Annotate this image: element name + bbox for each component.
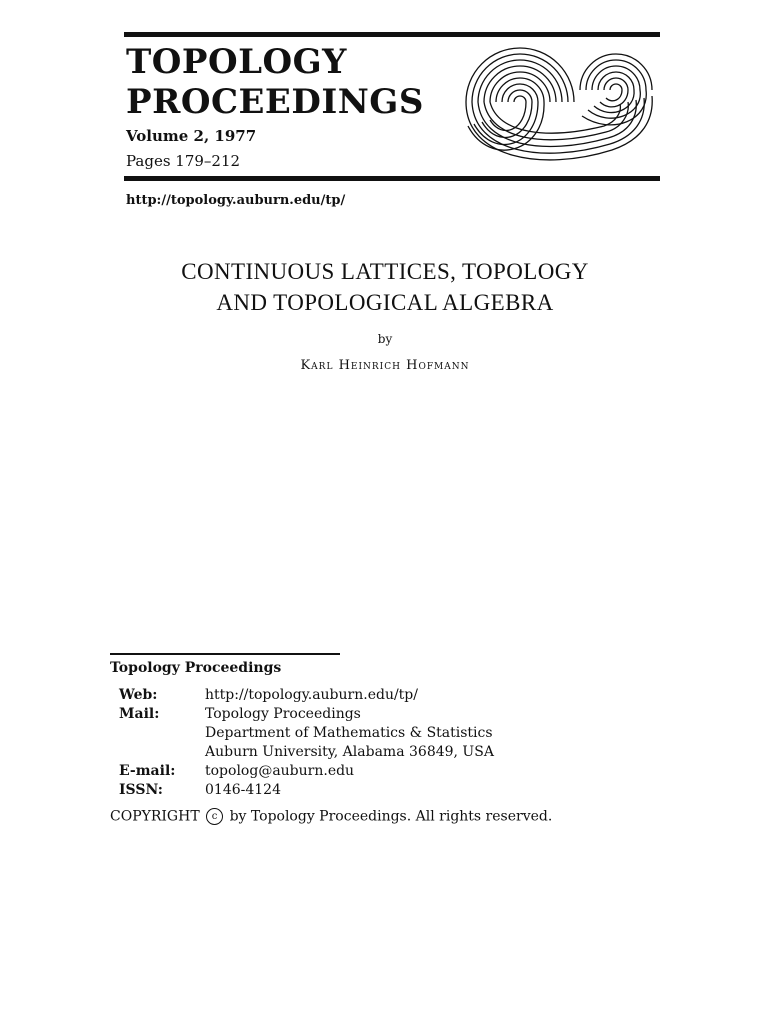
web-link[interactable]: http://topology.auburn.edu/tp/ (205, 687, 418, 703)
by-label: by (377, 332, 393, 346)
copyright-suffix: by Topology Proceedings. All rights reserved. (229, 808, 553, 825)
info-row-issn (119, 781, 494, 800)
info-value: 0146-4124 (205, 782, 281, 798)
pages-info: Pages 179–212 (126, 152, 241, 170)
copyright-prefix: COPYRIGHT (110, 808, 200, 825)
info-row-mail-address (119, 743, 494, 762)
info-value: Topology Proceedings (205, 706, 361, 722)
journal-url[interactable]: http://topology.auburn.edu/tp/ (126, 193, 346, 208)
article-title-line2: AND TOPOLOGICAL ALGEBRA (216, 290, 554, 315)
journal-title-line2: PROCEEDINGS (126, 82, 424, 122)
volume-info: Volume 2, 1977 (126, 127, 257, 145)
info-row-mail (119, 705, 494, 724)
copyright-notice (110, 808, 552, 825)
spiral-logo-icon (462, 40, 658, 170)
email-link[interactable]: topolog@auburn.edu (205, 763, 355, 779)
info-label (119, 743, 205, 762)
info-label: ISSN: (119, 782, 163, 798)
info-row-web (119, 686, 494, 705)
contact-info-table (119, 686, 494, 800)
info-value: Department of Mathematics & Statistics (205, 725, 493, 741)
article-title (0, 256, 770, 318)
copyright-symbol-icon: c (206, 808, 223, 825)
info-row-mail-dept (119, 724, 494, 743)
info-value: Auburn University, Alabama 36849, USA (205, 744, 494, 760)
info-label: E-mail: (119, 763, 176, 779)
footnote-rule (110, 653, 340, 655)
info-label: Web: (119, 687, 158, 703)
header-rule-bottom (124, 176, 660, 181)
info-row-email (119, 762, 494, 781)
info-label: Mail: (119, 706, 160, 722)
journal-title-line1: TOPOLOGY (126, 42, 347, 82)
journal-title (126, 42, 424, 122)
author-name: Karl Heinrich Hofmann (300, 358, 470, 373)
header-rule-top (124, 32, 660, 37)
footer-journal-name: Topology Proceedings (110, 660, 282, 676)
article-title-line1: CONTINUOUS LATTICES, TOPOLOGY (181, 259, 589, 284)
info-label (119, 724, 205, 743)
